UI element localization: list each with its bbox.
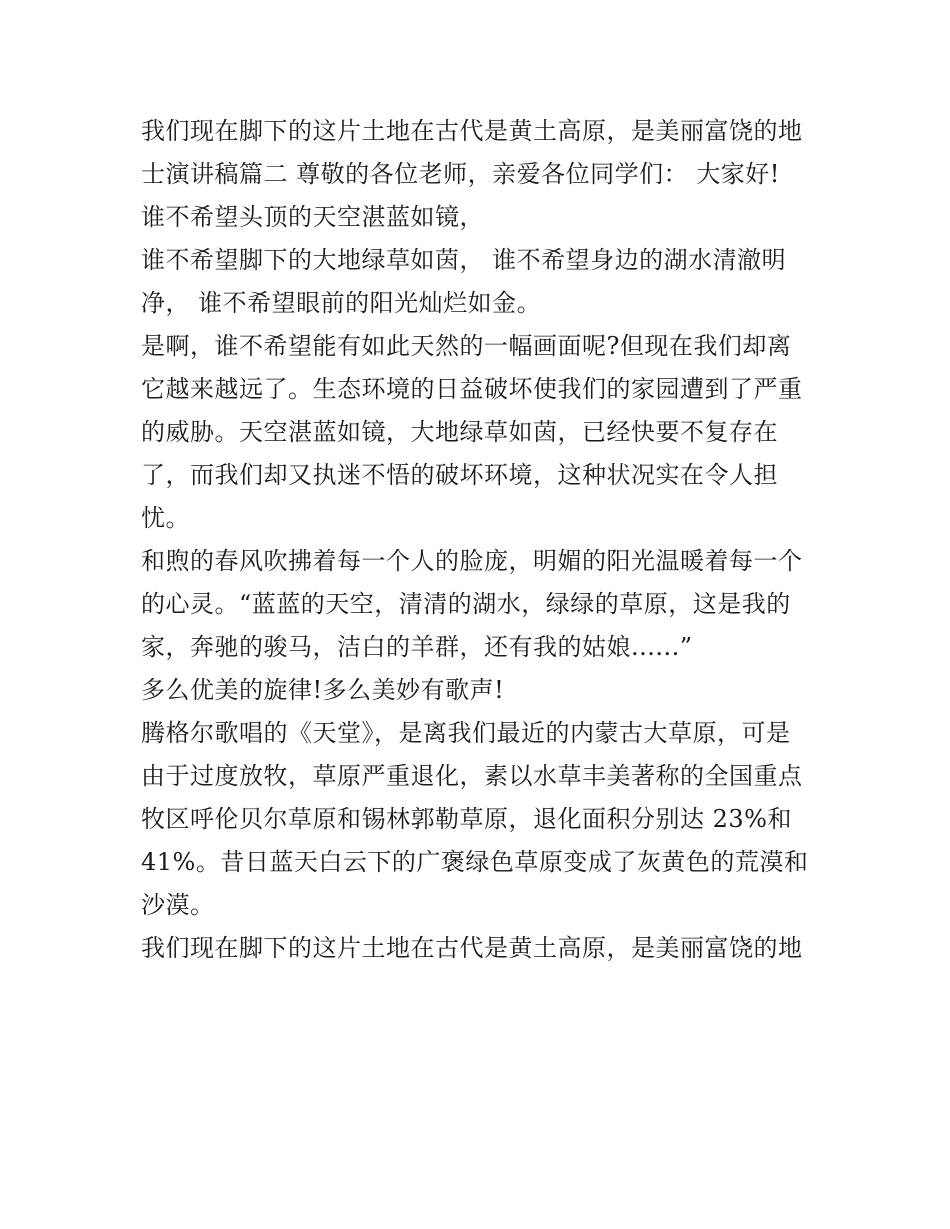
text-line: 士演讲稿篇二 尊敬的各位老师，亲爱各位同学们： 大家好! xyxy=(141,160,780,188)
text-line: 的威胁。天空湛蓝如镜，大地绿草如茵，已经快要不复存在 xyxy=(141,418,778,446)
text-line: 牧区呼伦贝尔草原和锡林郭勒草原，退化面积分别达 23%和 xyxy=(141,805,792,833)
text-line: 沙漠。 xyxy=(141,891,215,919)
speech-text-body xyxy=(141,110,821,970)
text-line: 了，而我们却又执迷不悟的破坏环境，这种状况实在令人担 xyxy=(141,461,778,489)
text-line: 我们现在脚下的这片土地在古代是黄土高原，是美丽富饶的地 xyxy=(141,117,803,145)
text-line: 由于过度放牧，草原严重退化，素以水草丰美著称的全国重点 xyxy=(141,762,803,790)
text-line: 谁不希望头顶的天空湛蓝如镜， xyxy=(141,203,484,231)
text-line: 和煦的春风吹拂着每一个人的脸庞，明媚的阳光温暖着每一个 xyxy=(141,547,803,575)
text-line: 是啊，谁不希望能有如此天然的一幅画面呢?但现在我们却离 xyxy=(141,332,792,360)
text-line: 多么优美的旋律!多么美妙有歌声! xyxy=(141,676,505,704)
text-line: 它越来越远了。生态环境的日益破坏使我们的家园遭到了严重 xyxy=(141,375,803,403)
text-line: 净， 谁不希望眼前的阳光灿烂如金。 xyxy=(141,289,542,317)
text-line: 的心灵。“蓝蓝的天空，清清的湖水，绿绿的草原，这是我的 xyxy=(141,590,791,618)
text-line: 我们现在脚下的这片土地在古代是黄土高原，是美丽富饶的地 xyxy=(141,934,803,962)
text-line: 腾格尔歌唱的《天堂》，是离我们最近的内蒙古大草原，可是 xyxy=(141,719,791,747)
text-line: 41%。昔日蓝天白云下的广褒绿色草原变成了灰黄色的荒漠和 xyxy=(141,848,809,876)
text-line: 谁不希望脚下的大地绿草如茵， 谁不希望身边的湖水清澈明 xyxy=(141,246,787,274)
text-line: 忧。 xyxy=(141,504,190,532)
text-line: 家，奔驰的骏马，洁白的羊群，还有我的姑娘......” xyxy=(141,633,693,661)
